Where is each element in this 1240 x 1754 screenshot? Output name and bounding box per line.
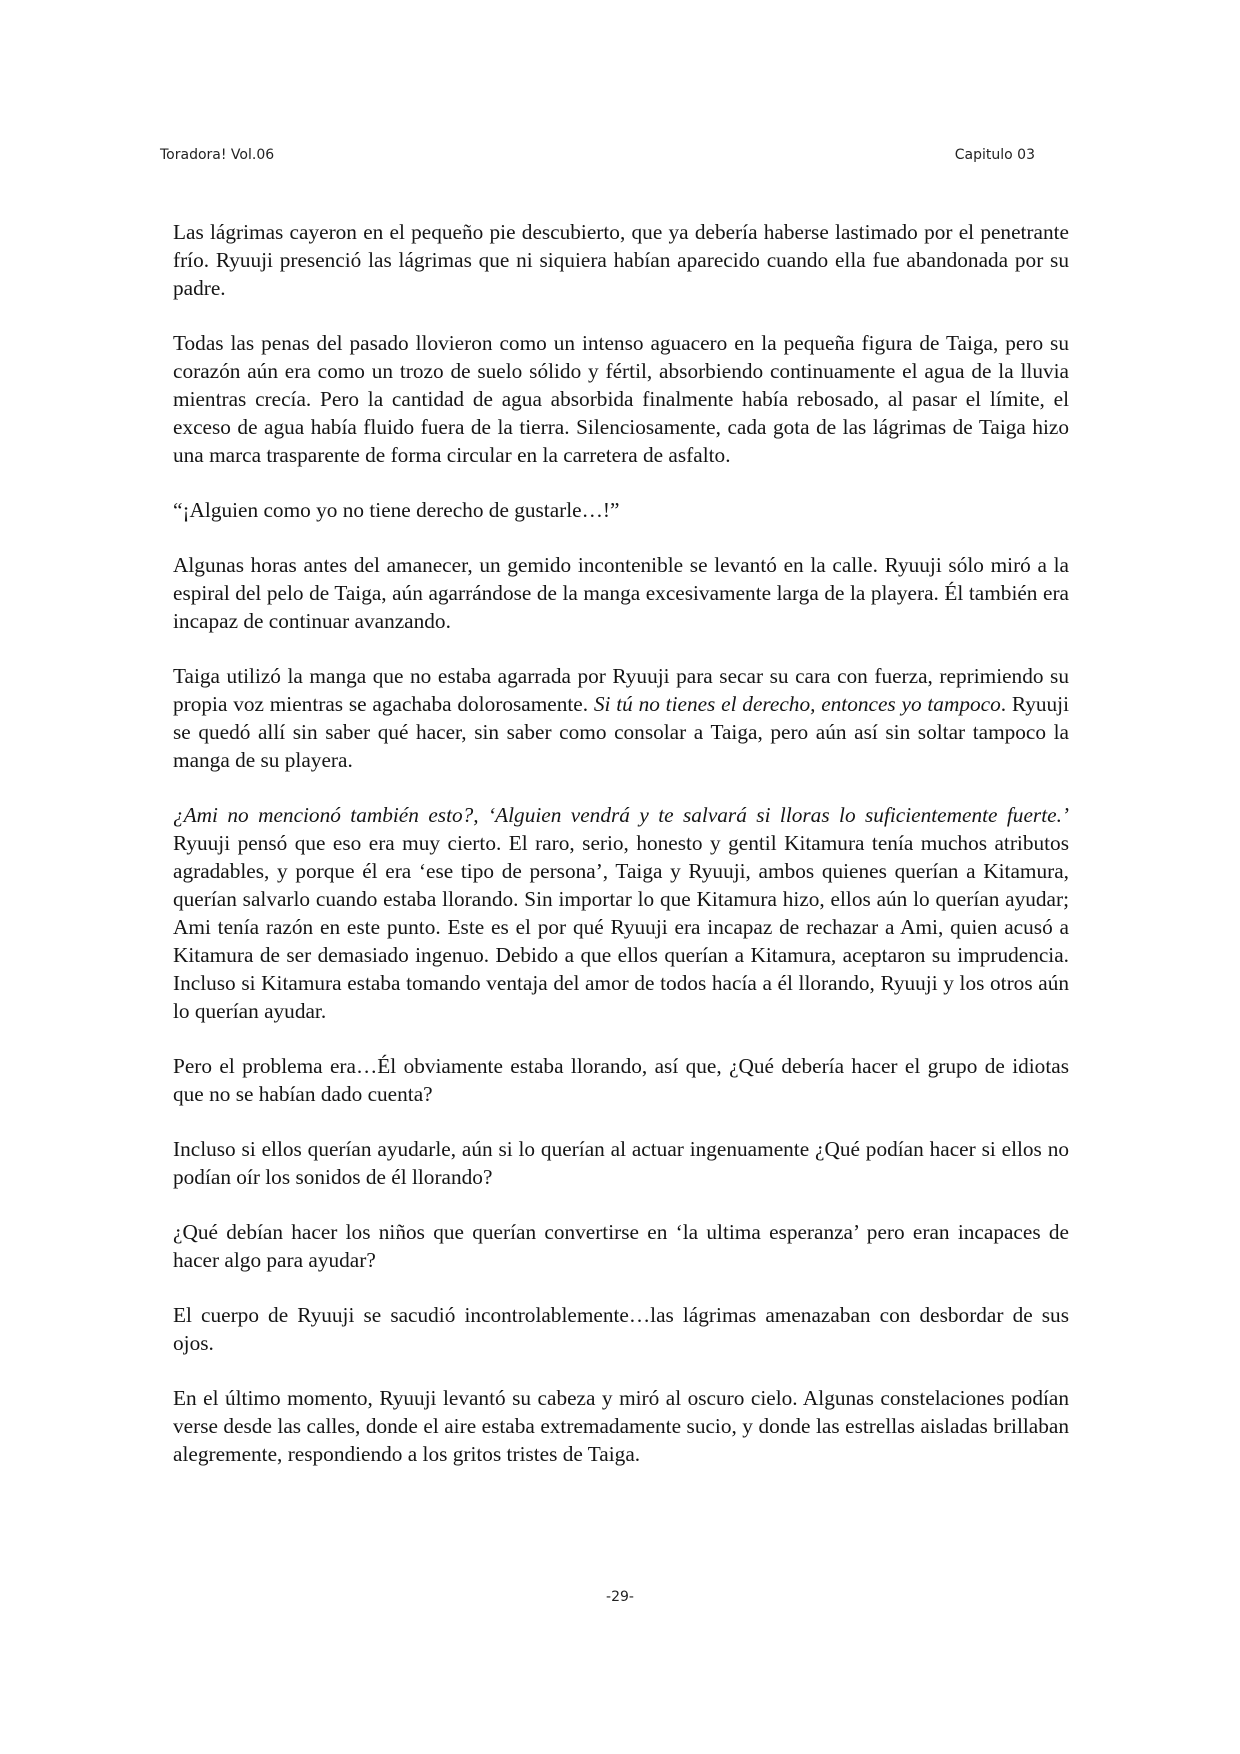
paragraph: [173, 1052, 1069, 1108]
text-run: Algunas horas antes del amanecer, un gemido incontenible se levantó en la calle. Ryuuji sólo miró a la espiral del pelo de Taiga, aún agarrándose de la manga excesivamente larga de la playera. Él también era incapaz de continuar avanzando.: [173, 553, 1069, 633]
text-run: Todas las penas del pasado llovieron como un intenso aguacero en la pequeña figura de Taiga, pero su corazón aún era como un trozo de suelo sólido y fértil, absorbiendo continuamente el agua de la lluvia mientras crecía. Pero la cantidad de agua absorbida finalmente había rebosado, al pasar el límite, el exceso de agua había fluido fuera de la tierra. Silenciosamente, cada gota de las lágrimas de Taiga hizo una marca trasparente de forma circular en la carretera de asfalto.: [173, 331, 1069, 467]
italic-text-run: Si tú no tienes el derecho, entonces yo tampoco: [593, 692, 1001, 716]
paragraph: [173, 801, 1069, 1025]
text-run: Ryuuji pensó que eso era muy cierto. El raro, serio, honesto y gentil Kitamura tenía muchos atributos agradables, y porque él era ‘ese tipo de persona’, Taiga y Ryuuji, ambos quienes querían a Kitamura, querían salvarlo cuando estaba llorando. Sin importar lo que Kitamura hizo, ellos aún lo querían ayudar; Ami tenía razón en este punto. Este es el por qué Ryuuji era incapaz de rechazar a Ami, quien acusó a Kitamura de ser demasiado ingenuo. Debido a que ellos querían a Kitamura, aceptaron su imprudencia. Incluso si Kitamura estaba tomando ventaja del amor de todos hacía a él llorando, Ryuuji y los otros aún lo querían ayudar.: [173, 831, 1069, 1023]
paragraph: [173, 662, 1069, 774]
italic-text-run: ¿Ami no mencionó también esto?, ‘Alguien vendrá y te salvará si lloras lo suficientemente fuerte.’: [173, 803, 1069, 827]
text-run: “¡Alguien como yo no tiene derecho de gustarle…!”: [173, 498, 620, 522]
page-number: -29-: [606, 1589, 634, 1605]
text-run: Pero el problema era…Él obviamente estaba llorando, así que, ¿Qué debería hacer el grupo de idiotas que no se habían dado cuenta?: [173, 1054, 1069, 1106]
text-run: El cuerpo de Ryuuji se sacudió incontrolablemente…las lágrimas amenazaban con desbordar de sus ojos.: [173, 1303, 1069, 1355]
text-run: ¿Qué debían hacer los niños que querían convertirse en ‘la ultima esperanza’ pero eran incapaces de hacer algo para ayudar?: [173, 1220, 1069, 1272]
paragraph: [173, 218, 1069, 302]
paragraph: [173, 1218, 1069, 1274]
header-chapter: Capitulo 03: [954, 147, 1035, 163]
paragraph: [173, 551, 1069, 635]
paragraph: [173, 329, 1069, 469]
text-run: . Ryuuji se quedó allí sin saber qué hacer, sin saber como consolar a Taiga, pero aún así sin soltar tampoco la manga de su playera.: [173, 692, 1069, 772]
body-text: [173, 218, 1069, 1495]
text-run: Taiga utilizó la manga que no estaba agarrada por Ryuuji para secar su cara con fuerza, reprimiendo su propia voz mientras se agachaba dolorosamente.: [173, 664, 1069, 716]
text-run: Incluso si ellos querían ayudarle, aún si lo querían al actuar ingenuamente ¿Qué podían hacer si ellos no podían oír los sonidos de él llorando?: [173, 1137, 1069, 1189]
paragraph: [173, 1135, 1069, 1191]
paragraph: [173, 496, 1069, 524]
text-run: En el último momento, Ryuuji levantó su cabeza y miró al oscuro cielo. Algunas constelaciones podían verse desde las calles, donde el aire estaba extremadamente sucio, y donde las estrellas aisladas brillaban alegremente, respondiendo a los gritos tristes de Taiga.: [173, 1386, 1069, 1466]
running-header: [160, 147, 1035, 169]
text-run: Las lágrimas cayeron en el pequeño pie descubierto, que ya debería haberse lastimado por el penetrante frío. Ryuuji presenció las lágrimas que ni siquiera habían aparecido cuando ella fue abandonada por su padre.: [173, 220, 1069, 300]
header-book-title: Toradora! Vol.06: [160, 147, 275, 163]
paragraph: [173, 1384, 1069, 1468]
paragraph: [173, 1301, 1069, 1357]
